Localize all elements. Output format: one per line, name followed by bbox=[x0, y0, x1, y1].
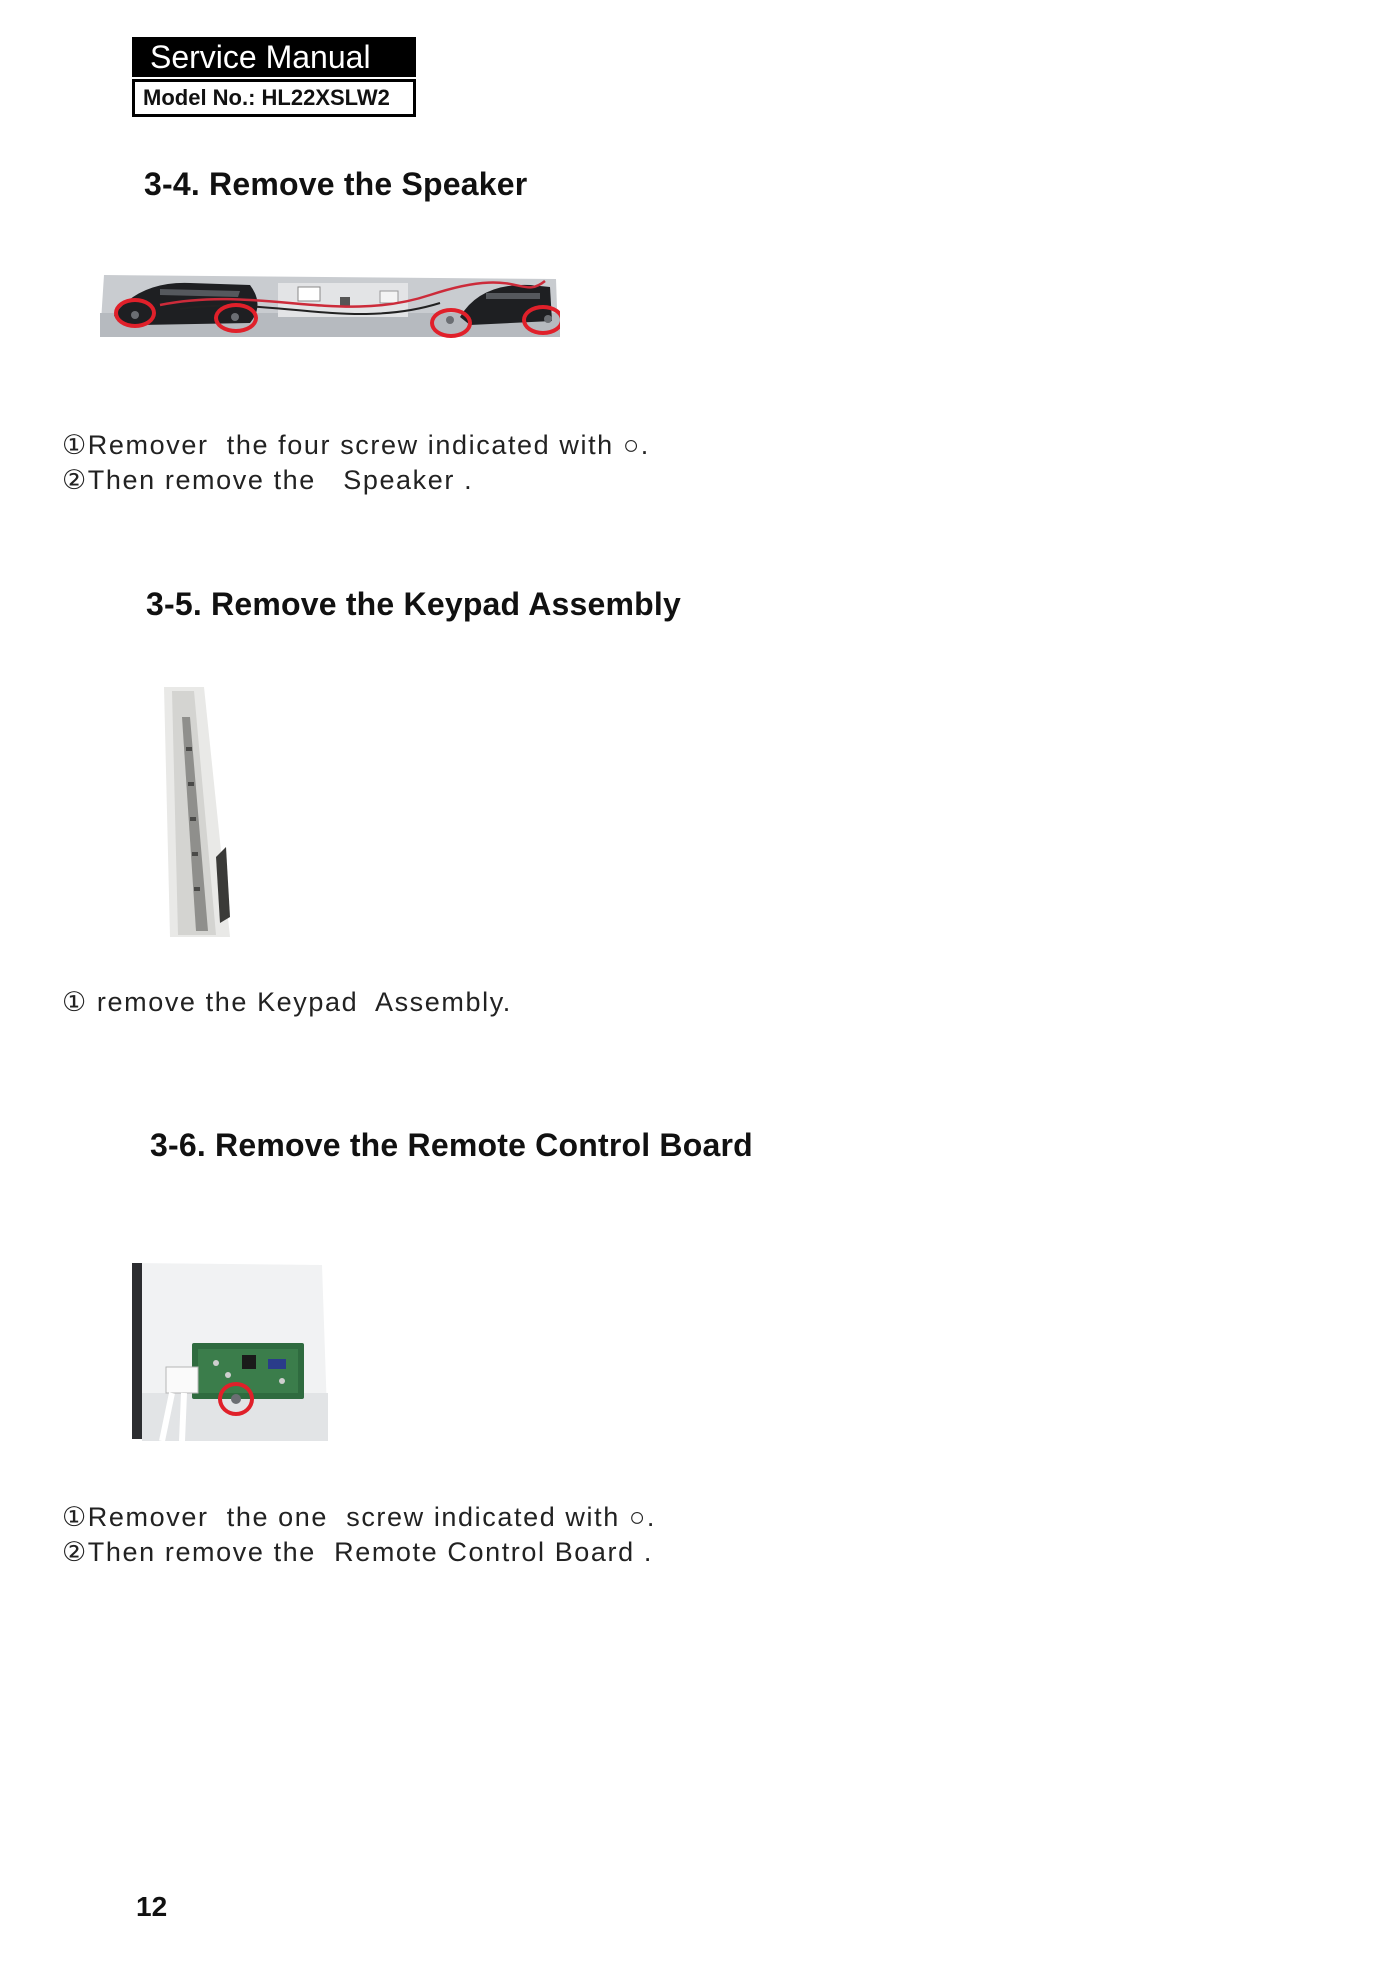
speaker-photo bbox=[100, 275, 560, 341]
remote-board-photo bbox=[132, 1263, 332, 1443]
section-title-remote-board: 3-6. Remove the Remote Control Board bbox=[150, 1127, 753, 1163]
remote-board-step-2: ②Then remove the Remote Control Board . bbox=[62, 1537, 653, 1567]
header bbox=[132, 37, 416, 117]
speaker-step-1: ①Remover the four screw indicated with ○. bbox=[62, 430, 650, 460]
remote-board-illustration bbox=[132, 1263, 332, 1443]
section-title-speaker: 3-4. Remove the Speaker bbox=[144, 166, 528, 202]
screw-marker-2 bbox=[214, 303, 258, 333]
keypad-step-1: ① remove the Keypad Assembly. bbox=[62, 987, 512, 1017]
page-number: 12 bbox=[136, 1891, 168, 1922]
remote-board-step-1: ①Remover the one screw indicated with ○. bbox=[62, 1502, 656, 1532]
keypad-illustration bbox=[160, 687, 234, 939]
screw-marker-3 bbox=[430, 308, 472, 338]
section-title-keypad: 3-5. Remove the Keypad Assembly bbox=[146, 586, 681, 622]
model-number: Model No.: HL22XSLW2 bbox=[132, 79, 416, 117]
screw-marker-1 bbox=[114, 298, 156, 328]
speaker-step-2: ②Then remove the Speaker . bbox=[62, 465, 474, 495]
speaker-illustration bbox=[100, 275, 560, 341]
keypad-photo bbox=[160, 687, 234, 939]
screw-marker-board bbox=[218, 1382, 254, 1416]
manual-title: Service Manual bbox=[132, 37, 416, 77]
screw-marker-4 bbox=[522, 305, 560, 335]
